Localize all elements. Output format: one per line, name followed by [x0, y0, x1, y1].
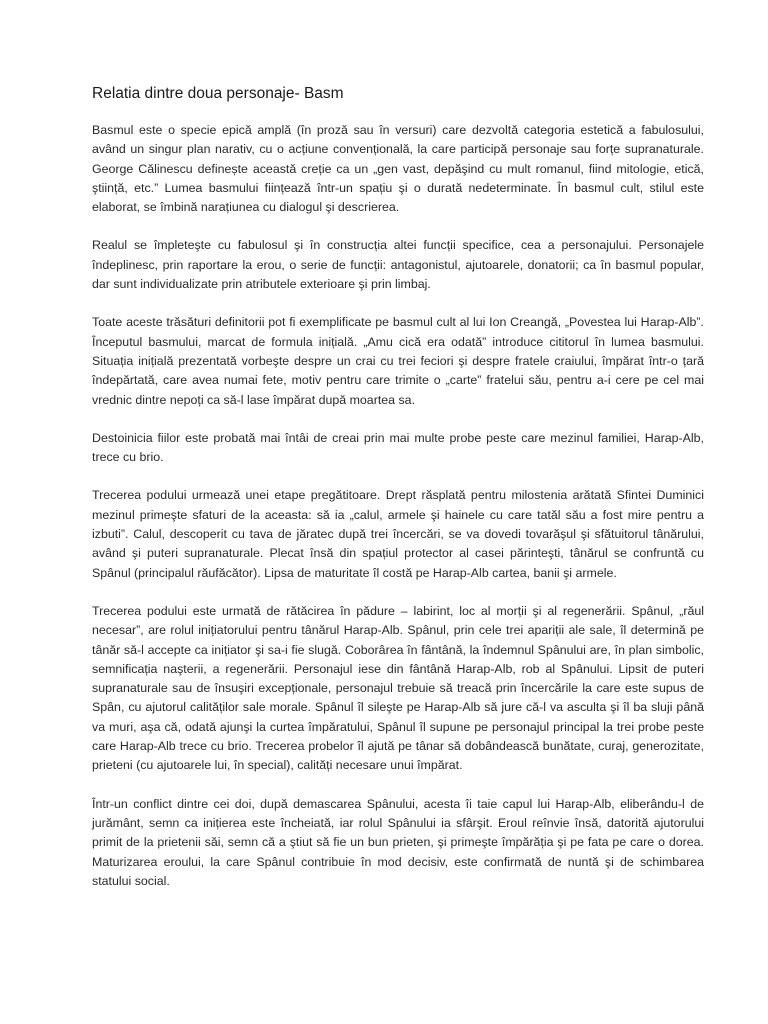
paragraph-7: Într-un conflict dintre cei doi, după demascarea Spânului, acesta îi taie capul lui Harap-Alb, eliberându-l de jurământ, semn ca inițierea este încheiată, iar rolul Spânului ia sfârşit. Eroul reînvie însă, datorită ajutorului primit de la prietenii săi, semn că a ştiut să fie un bun prieten, şi primeşte împărăția şi pe fata pe care o dorea. Maturizarea eroului, la care Spânul contribuie în mod decisiv, este confirmată de nuntă şi de schimbarea statului social. [92, 796, 704, 888]
paragraph-3: Toate aceste trăsături definitorii pot fi exemplificate pe basmul cult al lui Ion Creangă, „Povestea lui Harap-Alb”. Începutul basmului, marcat de formula inițială. „Amu cică era odată” introduce cititorul în lumea basmului. Situația inițială prezentată vorbeşte despre un crai cu trei feciori şi despre fratele craiului, împărat într-o țară îndepărtată, care avea numai fete, motiv pentru care trimite o „carte” fratelui său, pentru a-i cere pe cel mai vrednic dintre nepoți ca să-l lase împărat după moartea sa. [92, 315, 704, 407]
paragraph-2: Realul se împleteşte cu fabulosul şi în construcția altei funcții specifice, cea a personajului. Personajele îndeplinesc, prin raportare la erou, o serie de funcții: antagonistul, ajutoarele, donatorii; ca în basmul popular, dar sunt individualizate prin atributele exterioare şi prin limbaj. [92, 238, 704, 292]
paragraph-6: Trecerea podului este urmată de rătăcirea în pădure – labirint, loc al morții şi al regenerării. Spânul, „răul necesar”, are rolul inițiatorului pentru tânărul Harap-Alb. Spânul, prin cele trei apariții ale sale, îl determină pe tânăr să-l accepte ca inițiator şi sa-i fie slugă. Coborârea în fântână, la îndemnul Spânului are, în plan simbolic, semnificația naşterii, a regenerării. Personajul iese din fântână Harap-Alb, rob al Spânului. Lipsit de puteri supranaturale sau de însuşiri excepționale, personajul trebuie să treacă prin încercările la care este supus de Spân, cu ajutorul calităților sale morale. Spânul îl sileşte pe Harap-Alb să jure că-l va asculta şi îl ba sluji până va muri, aşa că, odată ajunşi la curtea împăratului, Spânul îl supune pe personajul principal la trei probe peste care Harap-Alb trece cu brio. Trecerea probelor îl ajută pe tânar să dobândească bunătate, curaj, generozitate, prieteni (cu ajutoarele lui, în special), calități necesare unui împărat. [92, 603, 704, 773]
paragraph-1: Basmul este o specie epică amplă (în proză sau în versuri) care dezvoltă categoria estetică a fabulosului, având un singur plan narativ, cu o acțiune convențională, la care participă personaje sau forțe supranaturale. George Călinescu definește această creție ca un „gen vast, depăşind cu mult romanul, fiind mitologie, etică, ştiință, etc.” Lumea basmului ființează într-un spațiu şi o durată nedeterminate. În basmul cult, stilul este elaborat, se îmbină narațiunea cu dialogul şi descrierea. [92, 123, 704, 215]
document-title: Relatia dintre doua personaje- Basm [92, 85, 344, 102]
paragraph-5: Trecerea podului urmează unei etape pregătitoare. Drept răsplată pentru milostenia arătată Sfintei Duminici mezinul primeşte sfaturi de la aceasta: să ia „calul, armele şi hainele cu care tatăl său a fost mire pentru a izbuti”. Calul, descoperit cu tava de jăratec după trei încercări, se va dovedi tovarăşul şi sfătuitorul tânărului, având şi puteri supranaturale. Plecat însă din spațiul protector al casei părinteşti, tânărul se confruntă cu Spânul (principalul răufăcător). Lipsa de maturitate îl costă pe Harap-Alb cartea, banii şi armele. [92, 488, 704, 580]
document-page [92, 84, 704, 910]
paragraph-4: Destoinicia fiilor este probată mai întâi de creai prin mai multe probe peste care mezinul familiei, Harap-Alb, trece cu brio. [92, 430, 704, 465]
